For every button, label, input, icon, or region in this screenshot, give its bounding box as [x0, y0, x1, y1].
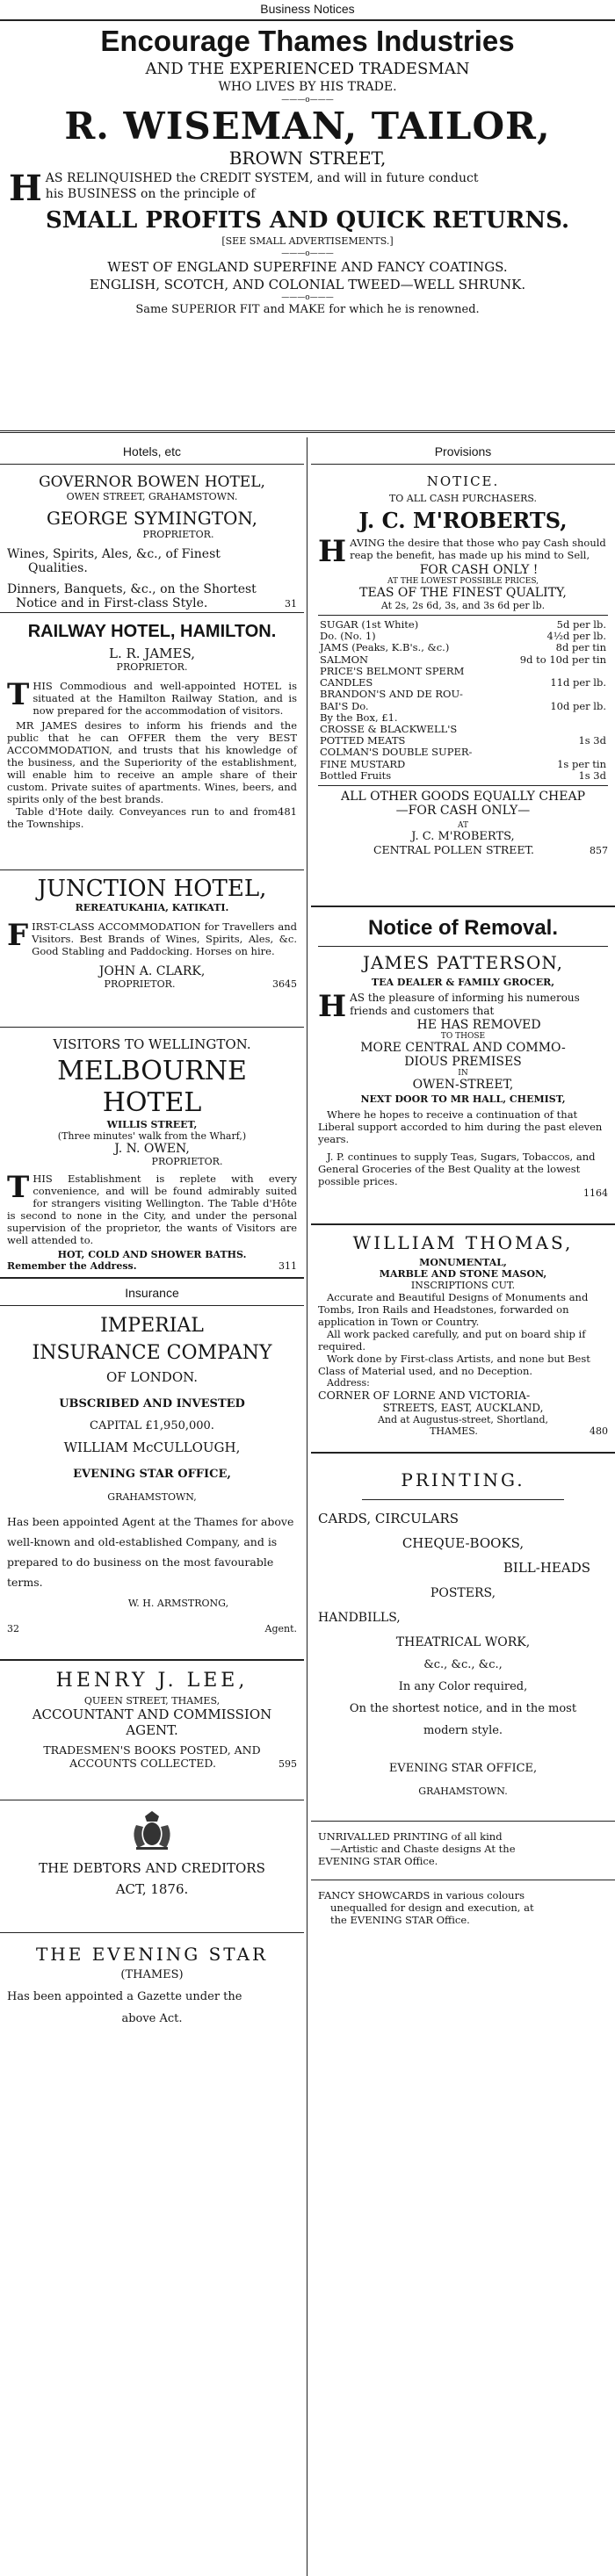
printing-graham: GRAHAMSTOWN. [418, 1786, 508, 1797]
railway-num: 481 [278, 805, 297, 818]
price-row [318, 712, 608, 724]
patterson-next: NEXT DOOR TO MR HALL, CHEMIST, [360, 1093, 566, 1105]
junction-body [7, 920, 297, 957]
separator2: ———o——— [281, 249, 334, 258]
wiseman-see: [SEE SMALL ADVERTISEMENTS.] [221, 235, 394, 247]
governor-num: 31 [285, 598, 297, 610]
railway-row [7, 805, 297, 830]
price-table [318, 619, 608, 782]
price-item: PRICE'S BELMONT SPERM [320, 664, 465, 677]
star-p2: above Act. [121, 2012, 183, 2025]
wiseman-body2: his BUSINESS on the principle of [45, 187, 256, 201]
railway-prop-title: PROPRIETOR. [116, 661, 188, 673]
governor-l3: Dinners, Banquets, &c., on the Shortest [7, 582, 257, 596]
star-l2: (THAMES) [120, 1968, 184, 1981]
patterson-body [318, 989, 608, 1024]
railway-p2: MR JAMES desires to inform his friends and the public that he can OFFER them the very BEST ACCOMMODATION, and trusts that his knowledge of the business, and the Superiority of the establishment, will enable him to receive an ample share of their custom. Private suites of apartments. Wines, beers, and spirits only of the best brands. [7, 719, 297, 805]
patterson-p2: AS the pleasure of informing his numerous friends and customers that [350, 992, 580, 1017]
price-row [318, 747, 608, 758]
printing-cheque: CHEQUE-BOOKS, [402, 1535, 525, 1551]
wiseman-street: BROWN STREET, [228, 148, 387, 169]
fancy1: FANCY SHOWCARDS in various colours [318, 1889, 525, 1901]
rule [318, 785, 608, 786]
unriv2: —Artistic and Chaste designs At the [330, 1843, 516, 1855]
rule [318, 946, 608, 947]
price-row [318, 654, 608, 666]
melbourne-prop-title: PROPRIETOR. [151, 1156, 223, 1167]
mroberts-p1: AVING the desire that those who pay Cash should reap the benefit, has made up his mind to Sell, [350, 537, 606, 561]
thomas-corner3: And at Augustus-street, Shortland, [377, 1414, 549, 1425]
unriv3: EVENING STAR Office. [318, 1855, 438, 1867]
price-row [318, 642, 608, 653]
thomas-mon1: MONUMENTAL, [419, 1257, 507, 1268]
melbourne-remember: Remember the Address. [7, 1260, 137, 1272]
printing-evstar: EVENING STAR OFFICE, [388, 1762, 538, 1775]
patterson-more1: MORE CENTRAL AND COMMO- [360, 1041, 566, 1055]
lee-t4: ACCOUNTS COLLECTED. [69, 1757, 216, 1770]
mroberts-lowest: AT THE LOWEST POSSIBLE PRICES, [387, 577, 539, 586]
patterson-name: JAMES PATTERSON, [363, 952, 563, 973]
column-divider [307, 437, 308, 2576]
separator3: ———o——— [281, 293, 334, 302]
lee-name: HENRY J. LEE, [55, 1670, 249, 1692]
debtors-ad [0, 1800, 304, 1932]
evening-star-gazette-ad [0, 1933, 304, 2025]
wiseman-body1: AS RELINQUISHED the CREDIT SYSTEM, and will in future conduct [45, 171, 479, 185]
printing-title: PRINTING. [401, 1469, 525, 1490]
printing-posters: POSTERS, [430, 1586, 496, 1600]
thomas-mon3: INSCRIPTIONS CUT. [410, 1280, 516, 1291]
mroberts-at: AT [457, 821, 468, 831]
patterson-tothose: TO THOSE [440, 1032, 486, 1041]
allother1: ALL OTHER GOODS EQUALLY CHEAP [340, 790, 586, 805]
price-value: 1s 3d [578, 768, 606, 782]
thomas-num: 480 [590, 1425, 608, 1437]
price-item: CROSSE & BLACKWELL'S [320, 722, 458, 735]
wiseman-fit: Same SUPERIOR FIT and MAKE for which he is renowned. [135, 303, 480, 316]
price-value [502, 712, 608, 724]
price-value: 1s 3d [578, 734, 606, 747]
price-value: 8d per tin [555, 641, 606, 654]
price-item: SALMON [320, 653, 369, 666]
allother2: —FOR CASH ONLY— [395, 804, 531, 819]
printing-etc: &c., &c., &c., [423, 1658, 503, 1671]
imperial-l7: EVENING STAR OFFICE, [73, 1468, 231, 1481]
railway-hotel-ad [0, 613, 304, 866]
imperial-sig: W. H. ARMSTRONG, [127, 1598, 229, 1609]
price-item: BRANDON'S AND DE ROU- [320, 688, 463, 701]
thomas-name: WILLIAM THOMAS, [352, 1232, 574, 1253]
imperial-l1: IMPERIAL [100, 1315, 204, 1337]
melbourne-num: 311 [279, 1260, 297, 1272]
imperial-row [7, 1623, 297, 1634]
imperial-l8: GRAHAMSTOWN, [107, 1491, 197, 1503]
junction-prop-title: PROPRIETOR. [104, 978, 176, 990]
imperial-num: 32 [7, 1623, 19, 1634]
lee-t1: ACCOUNTANT AND COMMISSION [32, 1707, 272, 1722]
governor-addr: OWEN STREET, GRAHAMSTOWN. [66, 491, 238, 502]
railway-body [7, 677, 297, 830]
governor-prop-title: PROPRIETOR. [142, 529, 214, 540]
lee-t2: AGENT. [126, 1722, 178, 1738]
governor-prop: GEORGE SYMINGTON, [46, 508, 258, 529]
printing-shortest: On the shortest notice, and in the most [349, 1702, 577, 1715]
thomas-corner4: THAMES. [430, 1425, 478, 1437]
junction-prop: JOHN A. CLARK, [98, 964, 206, 978]
junction-dropcap: F [7, 918, 29, 953]
railway-name: RAILWAY HOTEL, HAMILTON. [27, 622, 277, 641]
printing-bill: BILL-HEADS [503, 1560, 590, 1576]
provisions-heading: Provisions [434, 444, 492, 458]
governor-l4: Notice and in First-class Style. [16, 596, 208, 610]
melbourne-street: WILLIS STREET, [106, 1119, 198, 1130]
price-row [318, 689, 608, 700]
mroberts-cashonly: FOR CASH ONLY ! [419, 563, 539, 577]
price-item: FINE MUSTARD [320, 757, 406, 770]
price-item: COLMAN'S DOUBLE SUPER- [320, 746, 473, 759]
junction-name: JUNCTION HOTEL, [37, 876, 267, 902]
patterson-grocer: TEA DEALER & FAMILY GROCER, [371, 977, 555, 988]
wiseman-sub2: WHO LIVES BY HIS TRADE. [218, 80, 397, 94]
notice-cash: TO ALL CASH PURCHASERS. [388, 493, 538, 504]
price-value: 11d per lb. [550, 676, 606, 689]
patterson-ad [311, 907, 615, 1223]
rule [362, 1499, 564, 1500]
price-value: 9d to 10d per tin [519, 653, 606, 666]
printing-ad [311, 1454, 615, 1821]
thomas-address: Address: [327, 1377, 370, 1389]
lee-addr: QUEEN STREET, THAMES, [83, 1695, 221, 1707]
junction-row [7, 978, 297, 990]
showcards-ad [311, 1880, 615, 1926]
thomas-p6: All work packed carefully, and put on board ship if required. [318, 1328, 586, 1353]
thomas-corner1: CORNER OF LORNE AND VICTORIA- [318, 1389, 531, 1402]
railway-prop: L. R. JAMES, [109, 646, 195, 661]
thomas-ad [311, 1225, 615, 1452]
melbourne-dropcap: T [7, 1170, 30, 1205]
melbourne-walk: (Three minutes' walk from the Wharf,) [57, 1130, 247, 1142]
right-column [311, 437, 615, 2576]
price-value: 4½d per lb. [546, 630, 606, 643]
melbourne-visitors: VISITORS TO WELLINGTON. [53, 1036, 251, 1052]
wiseman-name: R. WISEMAN, TAILOR, [64, 105, 551, 148]
melbourne-prop: J. N. OWEN, [114, 1142, 190, 1156]
mroberts-central: CENTRAL POLLEN STREET. [373, 843, 534, 857]
railway-p3: Table d'Hote daily. Conveyances run to and from the Townships. [7, 805, 279, 830]
imperial-l6: WILLIAM McCULLOUGH, [63, 1440, 241, 1455]
lee-row [7, 1757, 297, 1770]
rule [318, 615, 608, 616]
price-value: 5d per lb. [556, 618, 606, 631]
governor-row [7, 596, 297, 610]
melbourne-name: MELBOURNE HOTEL [57, 1056, 247, 1118]
printing-modern: modern style. [423, 1724, 503, 1737]
imperial-ad [0, 1306, 304, 1659]
unrivalled-ad [311, 1822, 615, 1880]
wiseman-coatings1: WEST OF ENGLAND SUPERFINE AND FANCY COATINGS. [107, 259, 508, 275]
price-item: CANDLES [320, 676, 373, 689]
imperial-agent: Agent. [264, 1623, 297, 1634]
patterson-more2: DIOUS PREMISES [404, 1055, 522, 1069]
wiseman-profits: SMALL PROFITS AND QUICK RETURNS. [45, 207, 570, 234]
mroberts-num: 857 [589, 845, 608, 857]
patterson-dropcap: H [318, 989, 347, 1024]
price-item: SUGAR (1st White) [320, 618, 419, 631]
unriv1: UNRIVALLED PRINTING of all kind [318, 1830, 503, 1843]
star-l1: THE EVENING STAR [35, 1944, 269, 1965]
melbourne-baths: HOT, COLD AND SHOWER BATHS. [57, 1249, 247, 1260]
wiseman-body [9, 170, 606, 207]
insurance-heading: Insurance [125, 1286, 179, 1300]
thomas-p5: Accurate and Beautiful Designs of Monuments and Tombs, Iron Rails and Headstones, forwarded on application in Town or Country. [318, 1291, 589, 1328]
patterson-p4: J. P. continues to supply Teas, Sugars, Tobaccos, and General Groceries of the Best Quality at the lowest possible prices. [318, 1151, 596, 1187]
left-column [0, 437, 304, 2576]
wiseman-ad [0, 25, 615, 318]
mroberts-teaprices: At 2s, 2s 6d, 3s, and 3s 6d per lb. [380, 600, 546, 611]
price-row [318, 759, 608, 770]
railway-p1: HIS Commodious and well-appointed HOTEL is situated at the Hamilton Railway Station, and is now prepared for the accommodation of visitors. [33, 680, 297, 717]
hotels-heading: Hotels, etc [122, 444, 182, 458]
junction-addr: REREATUKAHIA, KATIKATI. [75, 902, 229, 913]
melbourne-row [7, 1260, 297, 1272]
price-row [318, 701, 608, 712]
dropcap: H [9, 168, 42, 209]
melbourne-body [7, 1170, 297, 1246]
governor-name: GOVERNOR BOWEN HOTEL, [39, 473, 265, 491]
thomas-corner2: STREETS, EAST, AUCKLAND, [382, 1402, 544, 1414]
governor-l2: Qualities. [28, 561, 88, 575]
section-title: Business Notices [260, 2, 355, 16]
price-item: Do. (No. 1) [320, 630, 376, 643]
price-row [318, 770, 608, 782]
debtors-l2: ACT, 1876. [115, 1881, 189, 1897]
junction-num: 3645 [272, 978, 297, 990]
price-value [502, 689, 608, 700]
price-value: 10d per lb. [550, 699, 606, 712]
thomas-p7: Work done by First-class Artists, and none but Best Class of Material used, and no Deception. [318, 1353, 590, 1377]
patterson-num: 1164 [583, 1187, 608, 1199]
melbourne-hotel-ad [0, 1028, 304, 1277]
header-rule [0, 19, 615, 21]
thomas-mon2: MARBLE AND STONE MASON, [379, 1268, 547, 1280]
mroberts-ad [311, 465, 615, 906]
printing-cards: CARDS, CIRCULARS [318, 1511, 459, 1526]
wiseman-headline: Encourage Thames Industries [100, 25, 515, 57]
price-value: 1s per tin [557, 757, 606, 770]
imperial-l4: UBSCRIBED AND INVESTED [59, 1397, 245, 1411]
price-value [502, 747, 608, 758]
printing-handbills: HANDBILLS, [318, 1611, 401, 1625]
mroberts-name2: J. C. M'ROBERTS, [411, 830, 515, 844]
price-item: POTTED MEATS [320, 734, 406, 747]
wiseman-sub1: AND THE EXPERIENCED TRADESMAN [145, 60, 470, 78]
patterson-owen: OWEN-STREET, [412, 1078, 514, 1092]
melbourne-p1: HIS Establishment is replete with every convenience, and will be found admirably suited for strangers visiting Wellington. The Table d'Hôte is second to none in the City, and under the personal supervision of the proprietor, the wants of Visitors are well attended to. [7, 1173, 297, 1246]
mroberts-dropcap: H [318, 534, 347, 569]
lee-num: 595 [279, 1758, 297, 1770]
mroberts-name: J. C. M'ROBERTS, [358, 508, 568, 533]
junction-p1: IRST-CLASS ACCOMMODATION for Travellers and Visitors. Best Brands of Wines, Spirits, Ales, &c. Good Stabling and Paddocking. Horses on hire. [32, 920, 297, 957]
patterson-in: IN [458, 1069, 468, 1078]
governor-l1: Wines, Spirits, Ales, &c., of Finest [7, 547, 221, 561]
patterson-removed: HE HAS REMOVED [416, 1018, 541, 1032]
star-p1: Has been appointed a Gazette under the [7, 1990, 242, 2003]
printing-color: In any Color required, [398, 1680, 528, 1693]
mroberts-teas: TEAS OF THE FINEST QUALITY, [359, 586, 567, 600]
patterson-row [318, 1187, 608, 1199]
imperial-l5: CAPITAL £1,950,000. [90, 1419, 214, 1432]
printing-theatrical: THEATRICAL WORK, [395, 1635, 531, 1649]
mroberts-row [318, 843, 608, 856]
mroberts-body [318, 534, 608, 569]
lee-t3: TRADESMEN'S BOOKS POSTED, AND [43, 1743, 261, 1757]
separator: ———o——— [281, 96, 334, 105]
fancy3: the EVENING STAR Office. [330, 1914, 470, 1926]
imperial-l3: OF LONDON. [105, 1369, 199, 1385]
governor-bowen-ad [0, 465, 304, 610]
thomas-row [318, 1425, 608, 1437]
junction-hotel-ad [0, 870, 304, 1023]
removal-title: Notice of Removal. [367, 916, 559, 940]
price-item: JAMS (Peaks, K.B's., &c.) [320, 641, 450, 654]
railway-dropcap: T [7, 677, 30, 712]
fancy2: unequalled for design and execution, at [330, 1901, 534, 1914]
price-item: Bottled Fruits [320, 768, 392, 782]
imperial-l2: INSURANCE COMPANY [32, 1342, 272, 1364]
wiseman-coatings2: ENGLISH, SCOTCH, AND COLONIAL TWEED—WELL SHRUNK. [89, 277, 526, 292]
notice-title: NOTICE. [426, 473, 500, 489]
price-item: BAI'S Do. [320, 699, 369, 712]
lee-ad [0, 1661, 304, 1800]
patterson-p3: Where he hopes to receive a continuation of that Liberal support accorded to him during the past eleven years. [318, 1108, 603, 1145]
debtors-l1: THE DEBTORS AND CREDITORS [39, 1860, 265, 1876]
price-item: By the Box, £1. [320, 711, 398, 724]
header-bottom-rule [0, 430, 615, 433]
imperial-p1: Has been appointed Agent at the Thames for above well-known and old-established Company, and is prepared to do business on the most favourable terms. [7, 1515, 294, 1589]
royal-coat-of-arms-icon [126, 1809, 178, 1851]
